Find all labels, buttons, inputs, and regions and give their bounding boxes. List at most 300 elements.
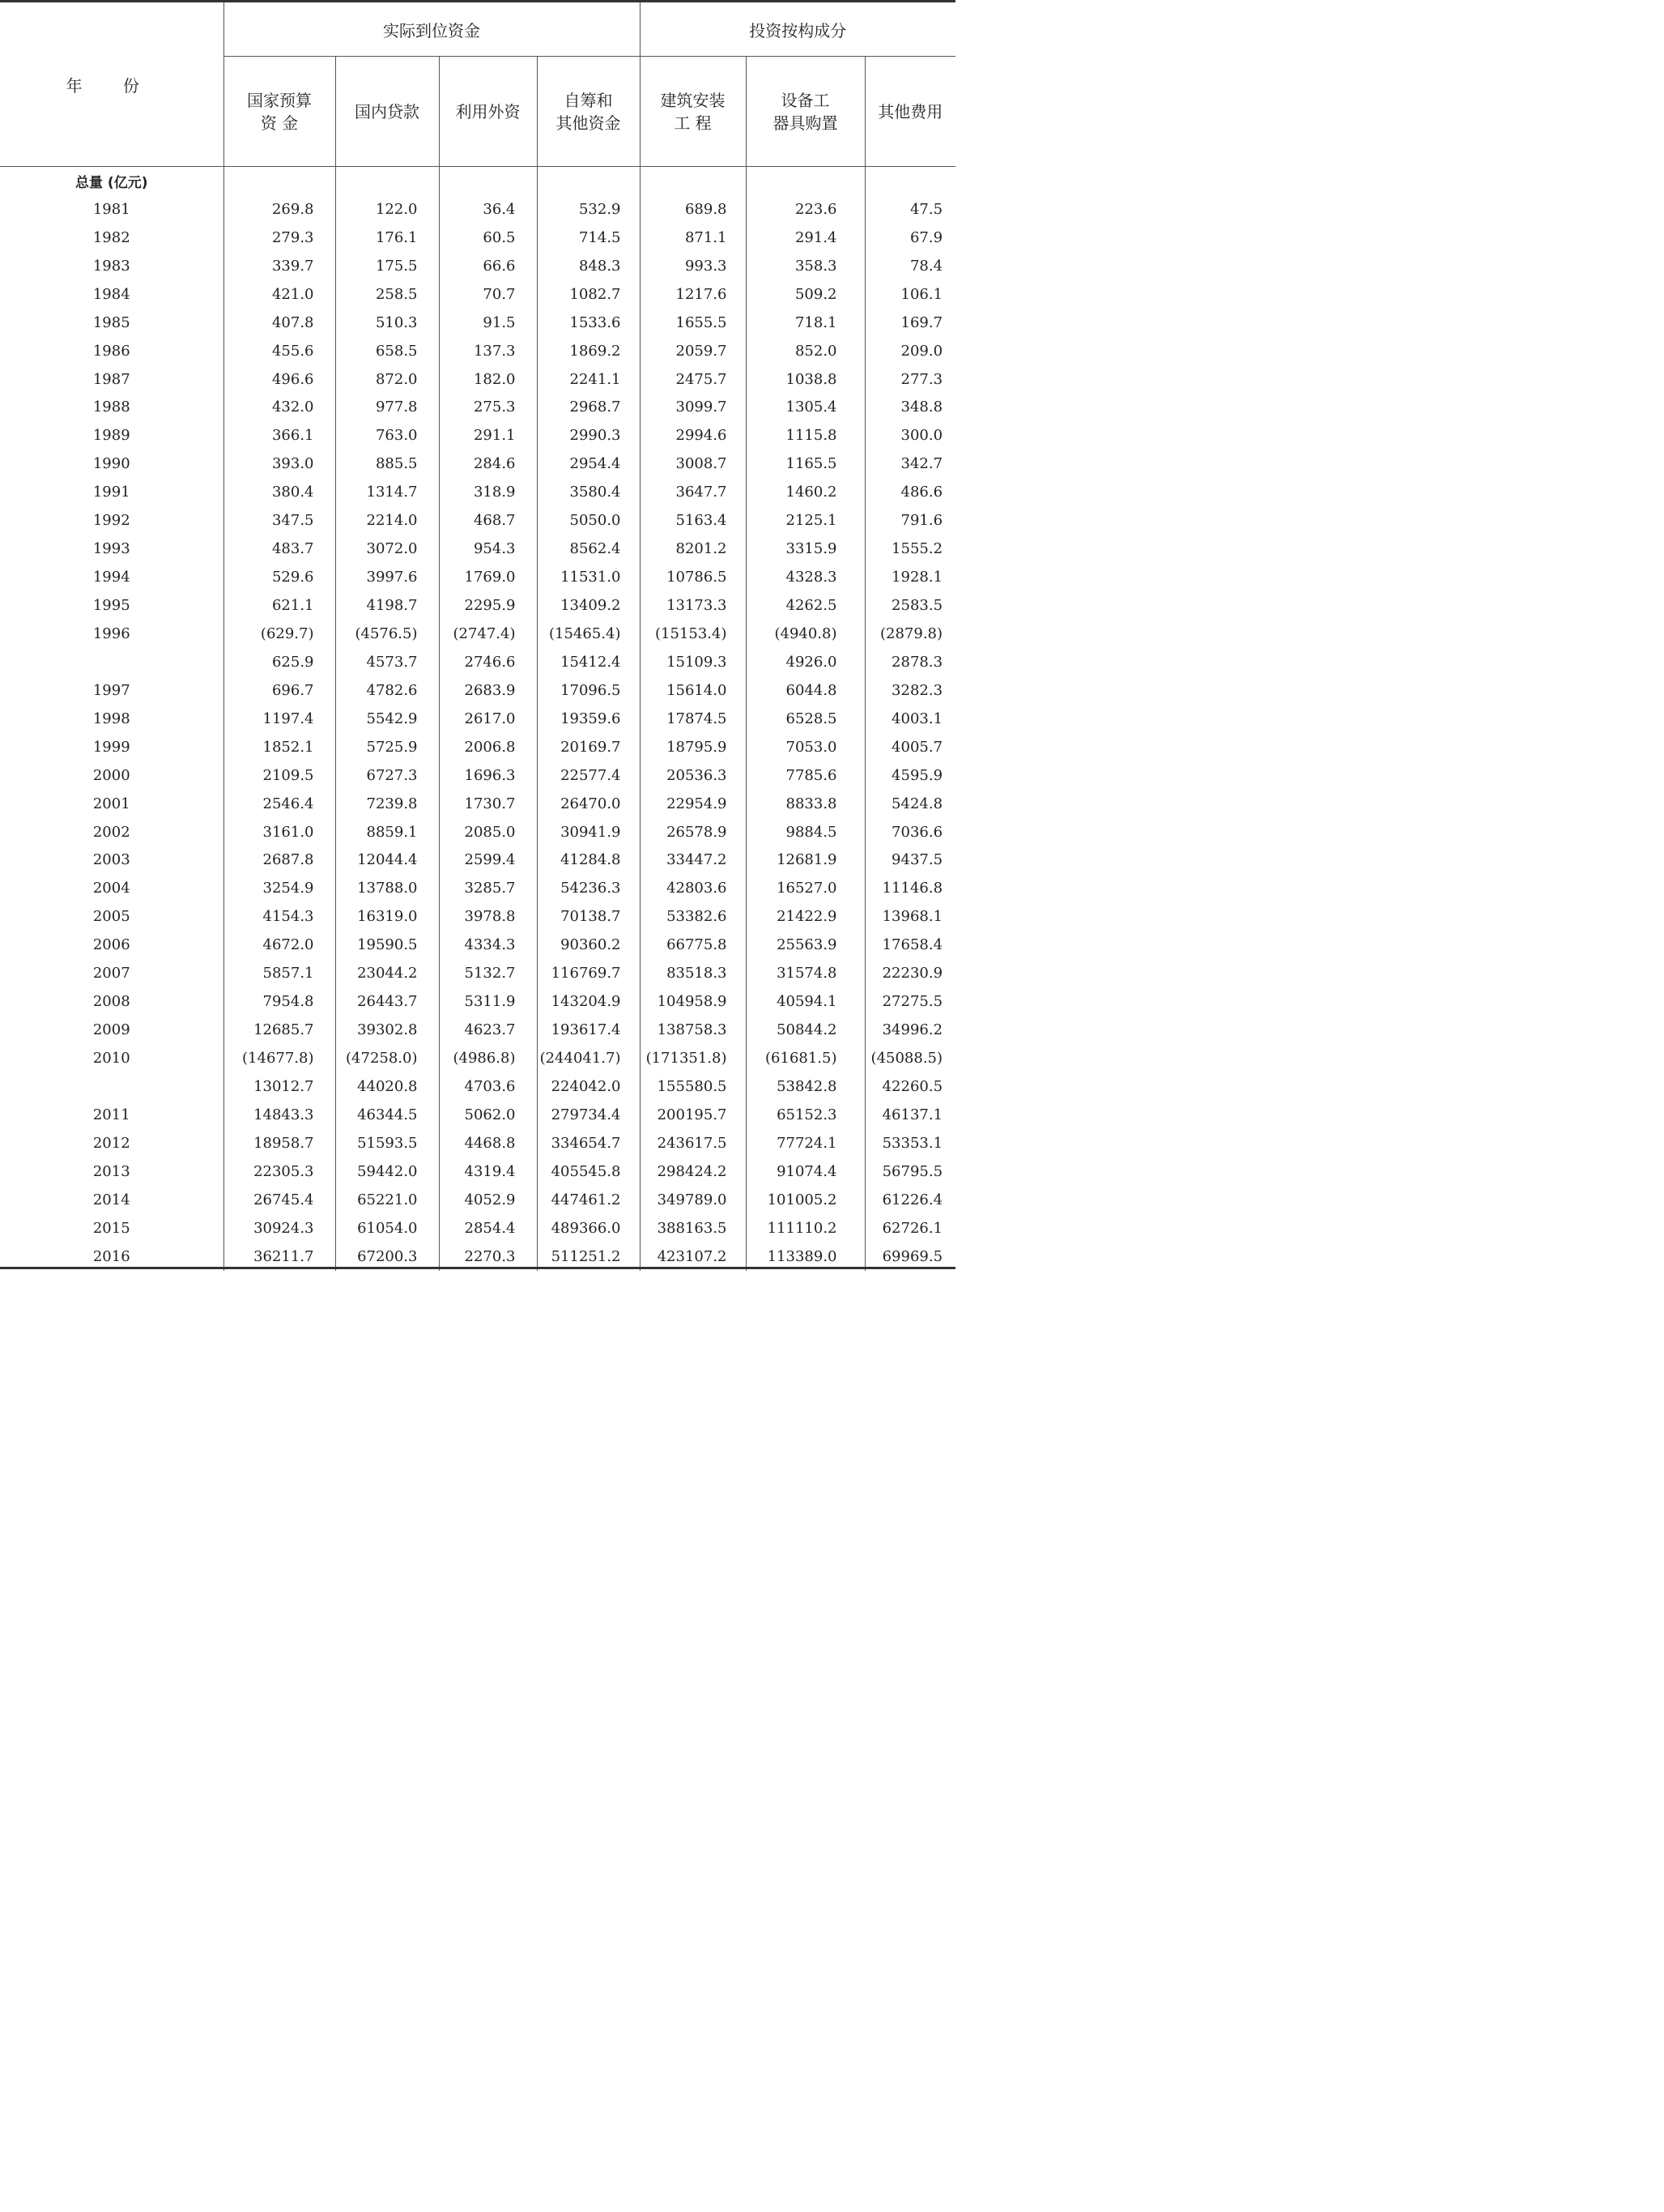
header-line: 工 程 [674,113,712,133]
value-cell: 3072.0 [335,535,439,563]
value-cell: 300.0 [865,421,955,450]
value-cell: 26578.9 [640,818,746,846]
table-row [0,761,955,790]
value-cell: 14843.3 [223,1101,335,1129]
value-cell: 60.5 [439,224,537,252]
header-line: 自筹和 [564,90,613,110]
year-cell: 1988 [92,399,130,416]
value-cell: (14677.8) [223,1044,335,1072]
value-cell: 13409.2 [537,591,640,620]
value-cell: 7954.8 [223,987,335,1016]
table-row [0,1129,955,1157]
value-cell: 15412.4 [537,648,640,676]
value-cell: 113389.0 [746,1242,865,1271]
value-cell: (171351.8) [640,1044,746,1072]
self-raised-header [537,57,640,167]
value-cell: 42260.5 [865,1072,955,1101]
value-cell: 31574.8 [746,959,865,987]
value-cell: 106.1 [865,280,955,309]
value-cell: 2109.5 [223,761,335,790]
value-cell: 169.7 [865,309,955,337]
value-cell: 269.8 [223,195,335,224]
value-cell: 7239.8 [335,790,439,818]
value-cell: 5062.0 [439,1101,537,1129]
value-cell: 405545.8 [537,1157,640,1186]
value-cell: 4782.6 [335,676,439,705]
value-cell: 3161.0 [223,818,335,846]
value-cell: 78.4 [865,252,955,280]
value-cell: 2475.7 [640,365,746,394]
value-cell: 59442.0 [335,1157,439,1186]
value-cell: 279734.4 [537,1101,640,1129]
other-costs-header [865,57,955,167]
table-row [0,902,955,931]
value-cell: 36211.7 [223,1242,335,1271]
year-cell: 1981 [92,200,130,218]
value-cell: 2583.5 [865,591,955,620]
value-cell: (2879.8) [865,620,955,648]
year-column-header: 年 份 [0,2,223,167]
value-cell: 155580.5 [640,1072,746,1101]
value-cell: (15153.4) [640,620,746,648]
header-line: 其他费用 [878,101,943,121]
value-cell: 277.3 [865,365,955,394]
value-cell: 122.0 [335,195,439,224]
value-cell: 1197.4 [223,705,335,733]
value-cell: 3580.4 [537,478,640,506]
value-cell: 50844.2 [746,1016,865,1044]
table-row [0,591,955,620]
value-cell: 17874.5 [640,705,746,733]
value-cell: 621.1 [223,591,335,620]
value-cell: 3997.6 [335,563,439,591]
funds-group-header: 实际到位资金 [223,2,640,57]
value-cell: 2954.4 [537,450,640,478]
value-cell: 3285.7 [439,874,537,902]
year-cell: 2010 [92,1050,130,1068]
value-cell: 1038.8 [746,365,865,394]
value-cell: 5050.0 [537,506,640,535]
value-cell: 61226.4 [865,1186,955,1214]
value-cell: 4198.7 [335,591,439,620]
value-cell: 70.7 [439,280,537,309]
value-cell: (629.7) [223,620,335,648]
value-cell: 2125.1 [746,506,865,535]
value-cell: 91074.4 [746,1157,865,1186]
value-cell: 15109.3 [640,648,746,676]
value-cell: 358.3 [746,252,865,280]
value-cell: 2746.6 [439,648,537,676]
year-cell: 1985 [92,313,130,331]
value-cell: 61054.0 [335,1214,439,1242]
value-cell: 8562.4 [537,535,640,563]
value-cell: 1928.1 [865,563,955,591]
value-cell: 62726.1 [865,1214,955,1242]
value-cell: (15465.4) [537,620,640,648]
value-cell: 3008.7 [640,450,746,478]
year-cell: 1998 [92,710,130,727]
value-cell: 4334.3 [439,931,537,959]
value-cell: 718.1 [746,309,865,337]
value-cell: 2617.0 [439,705,537,733]
header-line: 国家预算 [247,90,312,110]
value-cell: 423107.2 [640,1242,746,1271]
value-cell: 2599.4 [439,846,537,875]
year-cell: 2011 [92,1106,130,1123]
table-row [0,733,955,761]
value-cell: 4003.1 [865,705,955,733]
value-cell: (4940.8) [746,620,865,648]
empty-cell [746,167,865,195]
value-cell: 26443.7 [335,987,439,1016]
value-cell: 532.9 [537,195,640,224]
value-cell: 489366.0 [537,1214,640,1242]
value-cell: 33447.2 [640,846,746,875]
value-cell: 20536.3 [640,761,746,790]
value-cell: 2854.4 [439,1214,537,1242]
table-row [0,337,955,365]
value-cell: 22577.4 [537,761,640,790]
value-cell: 53382.6 [640,902,746,931]
table-row [0,931,955,959]
value-cell: 23044.2 [335,959,439,987]
value-cell: 2546.4 [223,790,335,818]
value-cell: 1852.1 [223,733,335,761]
table-row [0,1157,955,1186]
value-cell: 46137.1 [865,1101,955,1129]
value-cell: 2687.8 [223,846,335,875]
value-cell: 2683.9 [439,676,537,705]
value-cell: 284.6 [439,450,537,478]
year-cell: 1997 [92,681,130,699]
value-cell: 67200.3 [335,1242,439,1271]
header-line: 器具购置 [772,113,838,133]
empty-cell [865,167,955,195]
value-cell: 39302.8 [335,1016,439,1044]
header-line: 资 金 [260,113,299,133]
value-cell: 77724.1 [746,1129,865,1157]
value-cell: 69969.5 [865,1242,955,1271]
value-cell: 366.1 [223,421,335,450]
value-cell: 4154.3 [223,902,335,931]
value-cell: 12685.7 [223,1016,335,1044]
value-cell: 104958.9 [640,987,746,1016]
value-cell: 1869.2 [537,337,640,365]
year-cell: 1996 [92,624,130,642]
composition-group-header: 投资按构成分 [640,2,955,57]
table-row [0,535,955,563]
table-row [0,309,955,337]
value-cell: 18958.7 [223,1129,335,1157]
value-cell: 3099.7 [640,394,746,422]
value-cell: 689.8 [640,195,746,224]
equipment-header [746,57,865,167]
value-cell: 19359.6 [537,705,640,733]
value-cell: 1655.5 [640,309,746,337]
value-cell: 30924.3 [223,1214,335,1242]
empty-cell [439,167,537,195]
value-cell: 22305.3 [223,1157,335,1186]
value-cell: 22230.9 [865,959,955,987]
value-cell: 4005.7 [865,733,955,761]
table-row [0,1016,955,1044]
table-row [0,224,955,252]
value-cell: 2270.3 [439,1242,537,1271]
value-cell: 291.1 [439,421,537,450]
table-row [0,987,955,1016]
value-cell: 21422.9 [746,902,865,931]
table-row [0,620,955,648]
year-cell: 1992 [92,512,130,530]
year-cell: 2008 [92,993,130,1011]
table-row [0,450,955,478]
header-line: 设备工 [781,90,830,110]
value-cell: 1696.3 [439,761,537,790]
value-cell: 22954.9 [640,790,746,818]
value-cell: 137.3 [439,337,537,365]
value-cell: (61681.5) [746,1044,865,1072]
year-cell: 1993 [92,540,130,558]
value-cell: 511251.2 [537,1242,640,1271]
value-cell: 8859.1 [335,818,439,846]
value-cell: 388163.5 [640,1214,746,1242]
table-row [0,790,955,818]
value-cell: 380.4 [223,478,335,506]
value-cell: 339.7 [223,252,335,280]
table-row [0,421,955,450]
value-cell: 200195.7 [640,1101,746,1129]
value-cell: 2214.0 [335,506,439,535]
value-cell: 4468.8 [439,1129,537,1157]
value-cell: 848.3 [537,252,640,280]
year-cell: 1999 [92,738,130,756]
value-cell: 342.7 [865,450,955,478]
value-cell: 12681.9 [746,846,865,875]
value-cell: 4623.7 [439,1016,537,1044]
value-cell: 954.3 [439,535,537,563]
table-row [0,648,955,676]
value-cell: 4319.4 [439,1157,537,1186]
value-cell: 193617.4 [537,1016,640,1044]
value-cell: 3978.8 [439,902,537,931]
value-cell: 3315.9 [746,535,865,563]
value-cell: 4262.5 [746,591,865,620]
value-cell: 1769.0 [439,563,537,591]
value-cell: 3254.9 [223,874,335,902]
year-cell: 2012 [92,1134,130,1152]
value-cell: 111110.2 [746,1214,865,1242]
value-cell: 53353.1 [865,1129,955,1157]
value-cell: 13788.0 [335,874,439,902]
value-cell: 6044.8 [746,676,865,705]
value-cell: 885.5 [335,450,439,478]
year-cell: 2005 [92,908,130,926]
value-cell: 496.6 [223,365,335,394]
table-row [0,563,955,591]
state-budget-header [223,57,335,167]
year-cell: 2014 [92,1191,130,1208]
value-cell: 625.9 [223,648,335,676]
value-cell: 2968.7 [537,394,640,422]
value-cell: 791.6 [865,506,955,535]
value-cell: 9437.5 [865,846,955,875]
value-cell: 993.3 [640,252,746,280]
value-cell: 27275.5 [865,987,955,1016]
value-cell: 90360.2 [537,931,640,959]
value-cell: 3647.7 [640,478,746,506]
value-cell: (45088.5) [865,1044,955,1072]
value-cell: 56795.5 [865,1157,955,1186]
value-cell: 9884.5 [746,818,865,846]
value-cell: 349789.0 [640,1186,746,1214]
value-cell: 1305.4 [746,394,865,422]
table-row [0,252,955,280]
table-row [0,1186,955,1214]
value-cell: 393.0 [223,450,335,478]
value-cell: 175.5 [335,252,439,280]
value-cell: 291.4 [746,224,865,252]
value-cell: 4672.0 [223,931,335,959]
year-cell: 2016 [92,1247,130,1265]
value-cell: 8201.2 [640,535,746,563]
year-cell: 2000 [92,766,130,784]
value-cell: 2085.0 [439,818,537,846]
value-cell: 2994.6 [640,421,746,450]
value-cell: 44020.8 [335,1072,439,1101]
value-cell: 54236.3 [537,874,640,902]
table-row [0,478,955,506]
year-cell: 1987 [92,370,130,388]
year-cell: 2004 [92,880,130,897]
value-cell: 26470.0 [537,790,640,818]
value-cell: 1555.2 [865,535,955,563]
value-cell: 714.5 [537,224,640,252]
table-row [0,1242,955,1271]
value-cell: 1460.2 [746,478,865,506]
value-cell: 872.0 [335,365,439,394]
value-cell: 407.8 [223,309,335,337]
value-cell: 6528.5 [746,705,865,733]
table-row [0,1101,955,1129]
table-row [0,676,955,705]
table-header [0,2,955,167]
value-cell: 3282.3 [865,676,955,705]
construction-header [640,57,746,167]
value-cell: 7053.0 [746,733,865,761]
value-cell: 7036.6 [865,818,955,846]
year-cell: 1983 [92,257,130,275]
value-cell: 486.6 [865,478,955,506]
value-cell: 318.9 [439,478,537,506]
value-cell: 26745.4 [223,1186,335,1214]
year-cell: 1990 [92,455,130,473]
value-cell: 19590.5 [335,931,439,959]
value-cell: 53842.8 [746,1072,865,1101]
value-cell: 17658.4 [865,931,955,959]
empty-cell [640,167,746,195]
section-label: 总量 (亿元) [0,167,223,195]
value-cell: 1314.7 [335,478,439,506]
value-cell: 10786.5 [640,563,746,591]
value-cell: 65152.3 [746,1101,865,1129]
value-cell: 5725.9 [335,733,439,761]
value-cell: 455.6 [223,337,335,365]
value-cell: 30941.9 [537,818,640,846]
section-row [0,167,955,195]
table-row [0,195,955,224]
value-cell: 275.3 [439,394,537,422]
table-row [0,874,955,902]
value-cell: 101005.2 [746,1186,865,1214]
value-cell: 182.0 [439,365,537,394]
value-cell: 116769.7 [537,959,640,987]
header-line: 建筑安装 [660,90,726,110]
year-cell [0,1072,223,1101]
value-cell: 224042.0 [537,1072,640,1101]
value-cell: 65221.0 [335,1186,439,1214]
value-cell: 15614.0 [640,676,746,705]
value-cell: 2878.3 [865,648,955,676]
value-cell: 34996.2 [865,1016,955,1044]
year-cell: 1989 [92,427,130,445]
value-cell: 258.5 [335,280,439,309]
year-cell: 1995 [92,597,130,615]
table-row [0,394,955,422]
value-cell: 176.1 [335,224,439,252]
value-cell: 42803.6 [640,874,746,902]
value-cell: 696.7 [223,676,335,705]
table-row [0,365,955,394]
value-cell: 4052.9 [439,1186,537,1214]
value-cell: 16319.0 [335,902,439,931]
value-cell: 279.3 [223,224,335,252]
value-cell: 348.8 [865,394,955,422]
value-cell: 11531.0 [537,563,640,591]
empty-cell [537,167,640,195]
value-cell: 421.0 [223,280,335,309]
value-cell: (47258.0) [335,1044,439,1072]
value-cell: 209.0 [865,337,955,365]
value-cell: 66.6 [439,252,537,280]
value-cell: 138758.3 [640,1016,746,1044]
value-cell: 91.5 [439,309,537,337]
table-row [0,959,955,987]
value-cell: 5857.1 [223,959,335,987]
value-cell: 432.0 [223,394,335,422]
value-cell: 25563.9 [746,931,865,959]
value-cell: (2747.4) [439,620,537,648]
value-cell: 1730.7 [439,790,537,818]
header-line: 利用外资 [455,101,521,121]
value-cell: 4703.6 [439,1072,537,1101]
value-cell: 529.6 [223,563,335,591]
value-cell: 67.9 [865,224,955,252]
value-cell: 223.6 [746,195,865,224]
year-cell: 1994 [92,569,130,586]
value-cell: 2295.9 [439,591,537,620]
value-cell: 1217.6 [640,280,746,309]
value-cell: 4926.0 [746,648,865,676]
value-cell: 1082.7 [537,280,640,309]
domestic-loans-header [335,57,439,167]
table-row [0,818,955,846]
value-cell: 70138.7 [537,902,640,931]
year-cell: 2009 [92,1021,130,1039]
value-cell: 4573.7 [335,648,439,676]
value-cell: 2990.3 [537,421,640,450]
value-cell: 41284.8 [537,846,640,875]
value-cell: 51593.5 [335,1129,439,1157]
